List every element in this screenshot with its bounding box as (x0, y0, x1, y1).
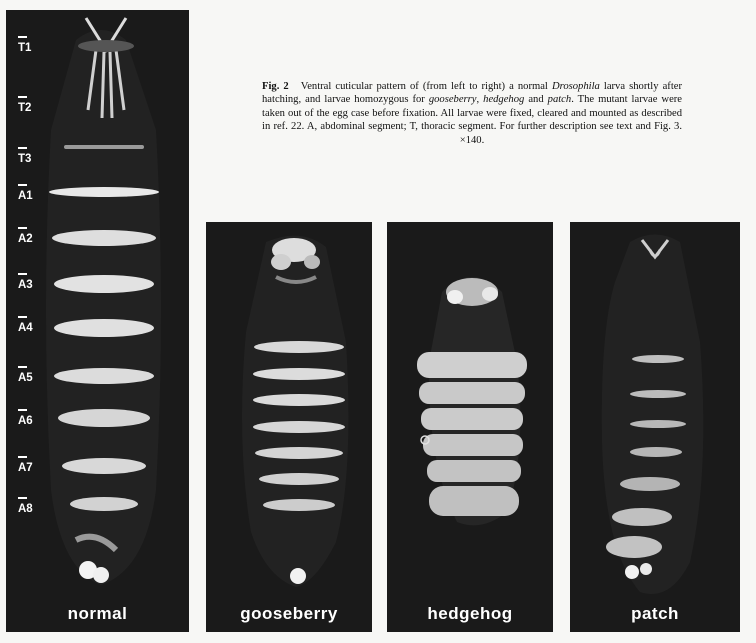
segment-marker-t1: T1 (18, 36, 48, 54)
panel-label-patch: patch (631, 604, 679, 623)
panel-patch (570, 222, 740, 632)
segment-marker-a7: A7 (18, 456, 48, 474)
larva-gooseberry-image (206, 222, 372, 632)
caption-text-3: , (476, 94, 484, 106)
caption-text-5: . The mutant larvae were taken out of the egg case before fixation. All larvae were fixed, cleared and mounted as described in ref. 22. A, abdominal segment; T, thoracic segment. For further description see text and Fig. 3. ×140. (262, 94, 683, 146)
panel-normal (6, 10, 189, 632)
caption-text-4: and (524, 94, 548, 106)
caption-text-1: Ventral cuticular pattern of (from left to right) a normal (300, 81, 552, 92)
segment-marker-a3: A3 (18, 273, 48, 291)
segment-marker-a8: A8 (18, 497, 48, 515)
panel-hedgehog (387, 222, 553, 632)
panel-label-normal: normal (67, 604, 128, 623)
panel-label-hedgehog: hedgehog (427, 604, 513, 623)
caption-text-2: larva shortly after hatching, and larvae homozygous for (262, 81, 682, 106)
segment-marker-a5: A5 (18, 366, 48, 384)
caption-italic-patch: patch (547, 94, 572, 106)
panel-gooseberry (206, 222, 372, 632)
segment-marker-t2: T2 (18, 96, 48, 114)
segment-marker-t3: T3 (18, 147, 48, 165)
panel-label-gooseberry: gooseberry (240, 604, 338, 623)
segment-marker-a1: A1 (18, 184, 48, 202)
caption-italic-hedgehog: hedgehog (483, 94, 525, 106)
segment-marker-a6: A6 (18, 409, 48, 427)
figure-caption (262, 80, 682, 147)
larva-hedgehog-image (387, 222, 553, 632)
caption-italic-gooseberry: gooseberry (428, 94, 477, 106)
figure-label: Fig. 2 (262, 81, 289, 92)
segment-marker-a2: A2 (18, 227, 48, 245)
larva-patch-image (570, 222, 740, 632)
segment-marker-a4: A4 (18, 316, 48, 334)
caption-italic-drosophila: Drosophila (551, 81, 600, 92)
